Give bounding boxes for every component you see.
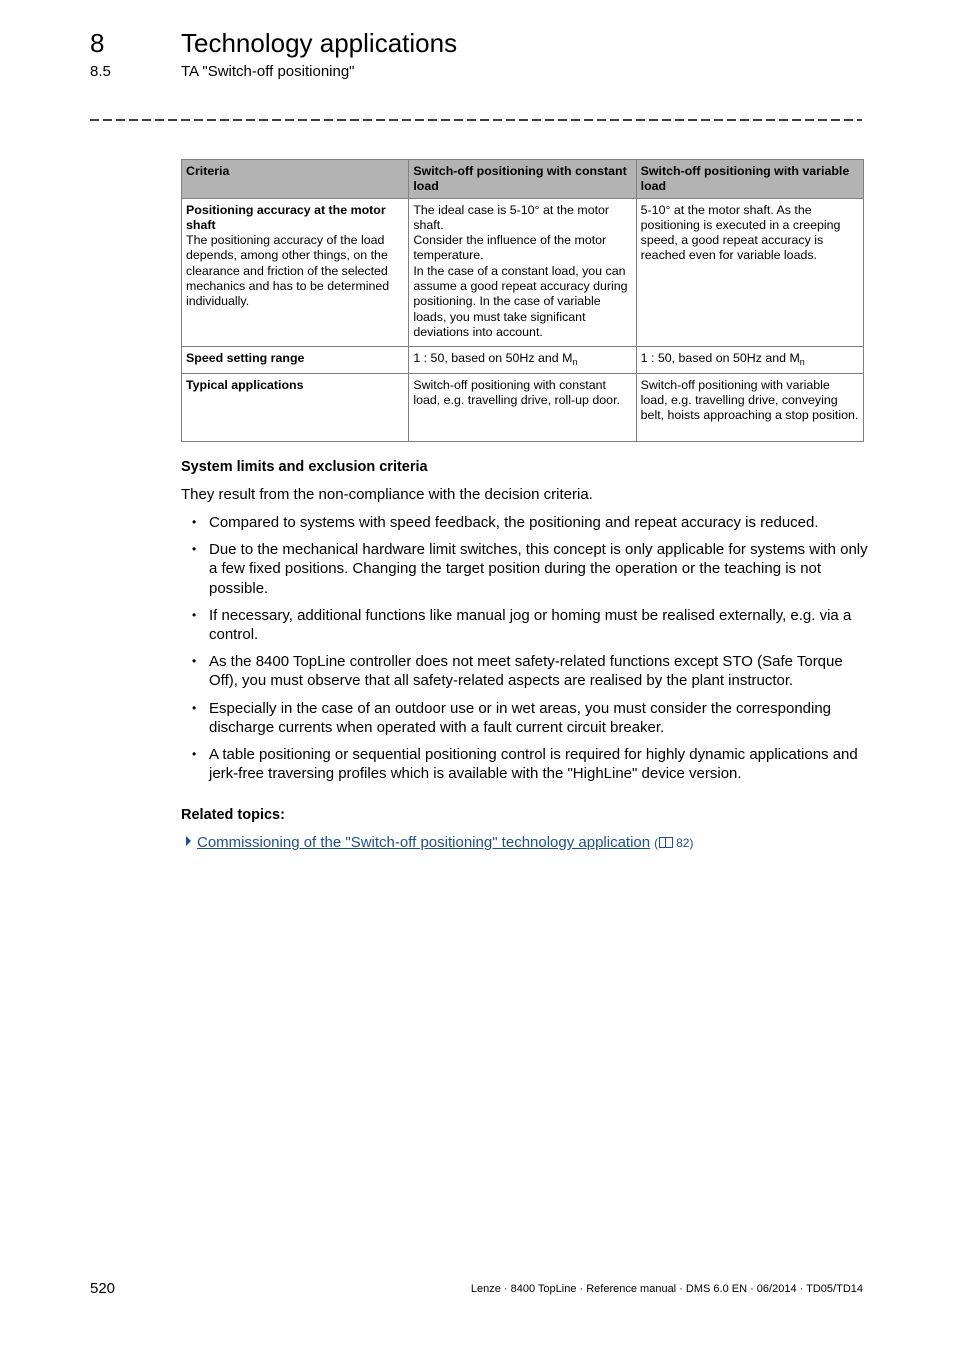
table-row xyxy=(182,198,864,346)
cell-text: 1 : 50, based on 50Hz and M xyxy=(413,350,573,365)
cell-text: In the case of a constant load, you can assume a good repeat accuracy during positioning. In the case of variable loads, you must take significant deviations into account. xyxy=(413,263,628,339)
constant-load-cell xyxy=(409,346,636,373)
variable-load-cell xyxy=(636,346,863,373)
limits-heading: System limits and exclusion criteria xyxy=(181,459,428,475)
list-item: • As the 8400 TopLine controller does not meet safety-related functions except STO (Safe Torque Off), you must observe that all safety-related aspects are realised by the plant instructor. xyxy=(181,652,871,690)
page-ref-number: 82) xyxy=(676,836,694,850)
constant-load-cell xyxy=(409,198,636,346)
cell-text: The ideal case is 5-10° at the motor shaft. xyxy=(413,202,610,232)
table-row xyxy=(182,346,864,373)
table-row xyxy=(182,373,864,441)
constant-load-cell: Switch-off positioning with constant load, e.g. travelling drive, roll-up door. xyxy=(409,373,636,441)
criteria-title: Positioning accuracy at the motor shaft xyxy=(186,202,386,232)
subscript: n xyxy=(799,356,805,367)
criteria-title: Speed setting range xyxy=(182,346,409,373)
header-variable-load: Switch-off positioning with variable load xyxy=(636,160,863,199)
chapter-title: Technology applications xyxy=(181,28,458,58)
section-title: TA "Switch-off positioning" xyxy=(181,63,355,80)
header-divider xyxy=(90,119,862,121)
header-constant-load: Switch-off positioning with constant load xyxy=(409,160,636,199)
list-item: • Especially in the case of an outdoor use or in wet areas, you must consider the corresponding discharge currents when operated with a fault current circuit breaker. xyxy=(181,699,871,737)
criteria-cell xyxy=(182,198,409,346)
section-number: 8.5 xyxy=(90,63,111,80)
cell-text: Consider the influence of the motor temperature. xyxy=(413,233,607,263)
list-item: • Due to the mechanical hardware limit switches, this concept is only applicable for systems with only a few fixed positions. Changing the target position during the operation or the teaching is not possible. xyxy=(181,540,871,598)
table-header-row xyxy=(182,160,864,199)
triangle-right-icon xyxy=(186,836,191,846)
list-item: • If necessary, additional functions like manual jog or homing must be realised externally, e.g. via a control. xyxy=(181,606,871,644)
cell-text: 1 : 50, based on 50Hz and M xyxy=(640,350,800,365)
limits-list xyxy=(181,513,871,791)
list-item: • Compared to systems with speed feedback, the positioning and repeat accuracy is reduced. xyxy=(181,513,871,532)
commissioning-link[interactable]: Commissioning of the "Switch-off positioning" technology application xyxy=(197,834,651,851)
variable-load-cell: Switch-off positioning with variable load, e.g. travelling drive, conveying belt, hoists approaching a stop position. xyxy=(636,373,863,441)
page-number: 520 xyxy=(90,1280,116,1297)
book-icon xyxy=(659,837,673,848)
subscript: n xyxy=(572,356,578,367)
header-criteria: Criteria xyxy=(182,160,409,199)
related-topics-heading: Related topics: xyxy=(181,807,285,823)
list-item: • A table positioning or sequential positioning control is required for highly dynamic applications and jerk-free traversing profiles which is available with the "HighLine" device version. xyxy=(181,745,871,783)
criteria-description: The positioning accuracy of the load depends, among other things, on the clearance and friction of the selected mechanics and has to be determined individually. xyxy=(186,233,390,309)
paren: ( xyxy=(654,836,659,850)
criteria-title: Typical applications xyxy=(182,373,409,441)
related-topic-item xyxy=(186,834,693,851)
chapter-number: 8 xyxy=(90,28,105,58)
footer-doc-info: Lenze · 8400 TopLine · Reference manual · DMS 6.0 EN · 06/2014 · TD05/TD14 xyxy=(470,1283,863,1295)
page-reference[interactable] xyxy=(654,836,693,850)
variable-load-cell: 5-10° at the motor shaft. As the positioning is executed in a creeping speed, a good repeat accuracy is reached even for variable loads. xyxy=(636,198,863,346)
limits-intro: They result from the non-compliance with the decision criteria. xyxy=(181,486,593,503)
criteria-table xyxy=(181,159,864,442)
